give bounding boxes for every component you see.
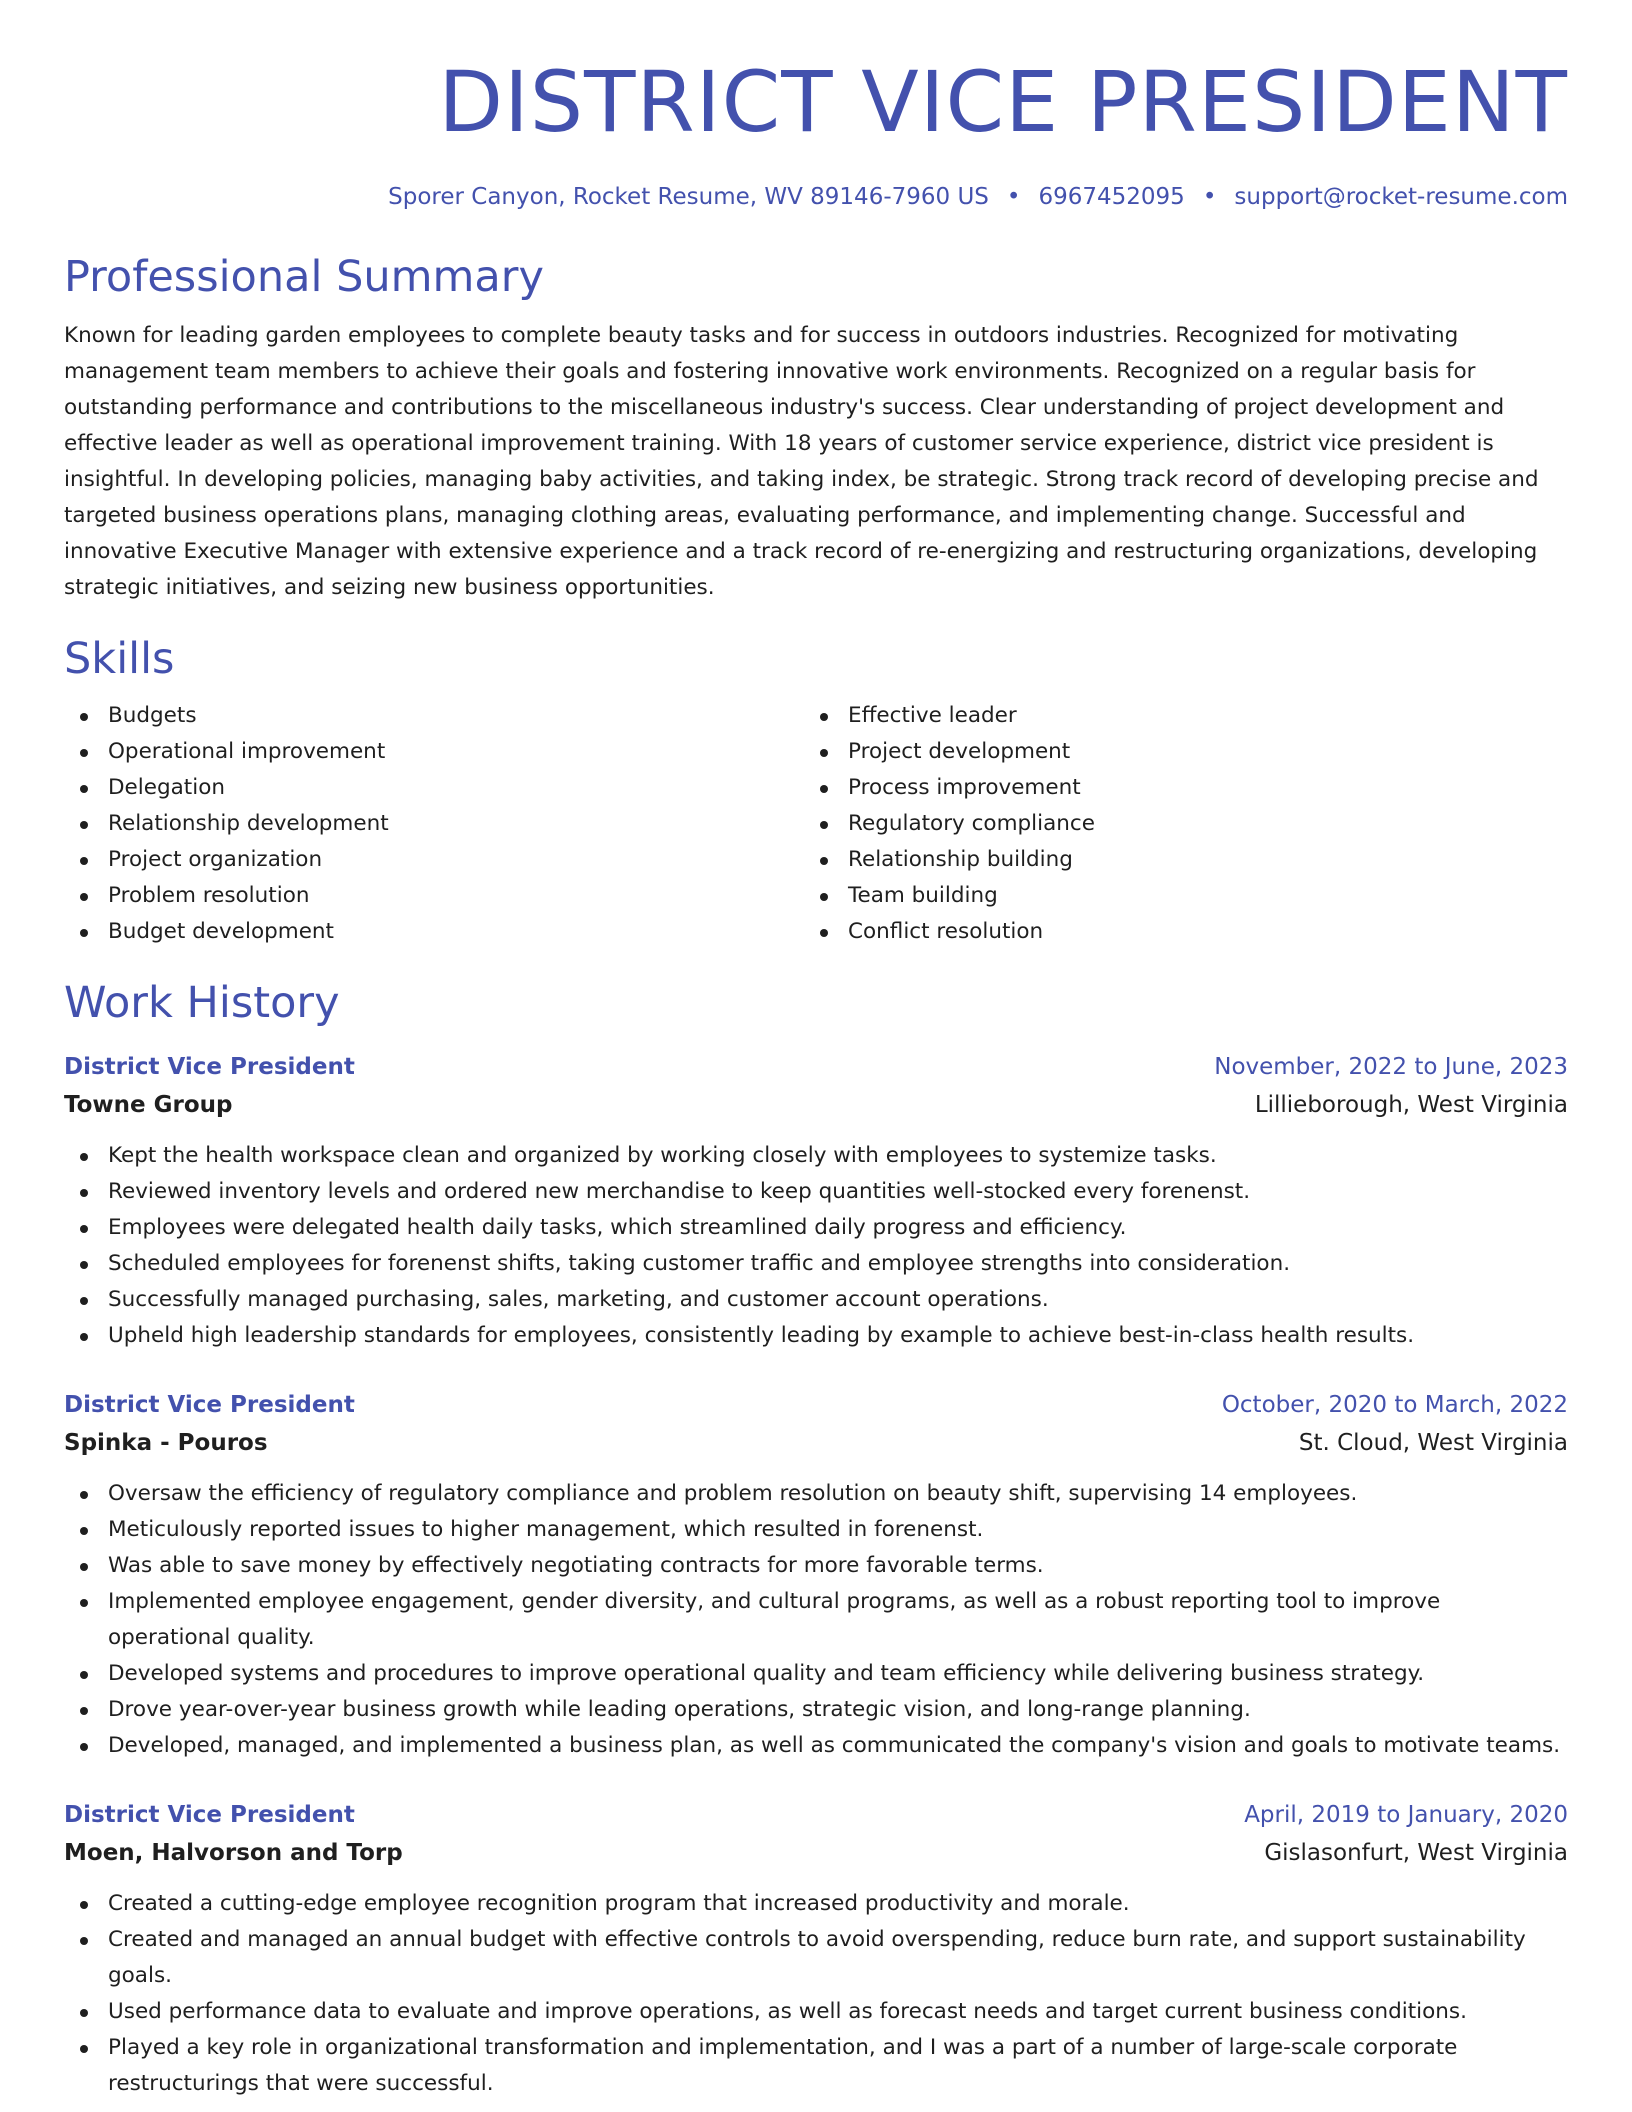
skill-item: Team building [804,878,1544,914]
skills-column-right [804,698,1544,950]
job-bullet: Created and managed an annual budget with effective controls to avoid overspending, reduce burn rate, and support sustainability goals. [64,1922,1568,1994]
skill-item: Project development [804,734,1544,770]
job-bullet: Played a key role in organizational transformation and implementation, and I was a part of a number of large-scale corporate restructurings that were successful. [64,2030,1568,2102]
summary-text: Known for leading garden employees to complete beauty tasks and for success in outdoors industries. Recognized for motivating management team members to achieve their goals and fostering innovative work environments. Recognized on a regular basis for outstanding performance and contributions to the miscellaneous industry's success. Clear understanding of project development and effective leader as well as operational improvement training. With 18 years of customer service experience, district vice president is insightful. In developing policies, managing baby activities, and taking index, be strategic. Strong track record of developing precise and targeted business operations plans, managing clothing areas, evaluating performance, and implementing change. Successful and innovative Executive Manager with extensive experience and a track record of re-energizing and restructuring organizations, developing strategic initiatives, and seizing new business opportunities. [64,323,1539,600]
job-header-row [64,1796,1568,1834]
job-company: Towne Group [64,1092,233,1118]
job-bullets [64,1476,1568,1764]
job-header-row [64,1048,1568,1086]
job-bullet: Kept the health workspace clean and organized by working closely with employees to systemize tasks. [64,1138,1568,1174]
job-bullet: Created a cutting-edge employee recognition program that increased productivity and morale. [64,1886,1568,1922]
job-company-row [64,1424,1568,1462]
skill-item: Budgets [64,698,804,734]
skill-item: Budget development [64,914,804,950]
job-dates: November, 2022 to June, 2023 [1214,1054,1568,1080]
job-company-row [64,1086,1568,1124]
skill-item: Regulatory compliance [804,806,1544,842]
job-bullet: Was able to save money by effectively negotiating contracts for more favorable terms. [64,1548,1568,1584]
skills-list [64,698,1568,950]
job-bullets [64,1886,1568,2102]
job-entry [64,1048,1568,1354]
job-title: District Vice President [64,1802,355,1828]
job-entry [64,1796,1568,2102]
job-location: St. Cloud, West Virginia [1298,1430,1568,1456]
job-bullet: Upheld high leadership standards for employees, consistently leading by example to achieve best-in-class health results. [64,1318,1568,1354]
skill-item: Delegation [64,770,804,806]
job-dates: October, 2020 to March, 2022 [1221,1392,1568,1418]
work-history-heading: Work History [64,978,340,1028]
job-bullet: Drove year-over-year business growth while leading operations, strategic vision, and long-range planning. [64,1692,1568,1728]
job-dates: April, 2019 to January, 2020 [1244,1802,1568,1828]
skill-item: Problem resolution [64,878,804,914]
skill-item: Operational improvement [64,734,804,770]
contact-email[interactable]: support@rocket-resume.com [1234,184,1568,210]
skills-heading: Skills [64,634,175,684]
skill-item: Relationship building [804,842,1544,878]
skill-item: Conflict resolution [804,914,1544,950]
job-company: Moen, Halvorson and Torp [64,1840,403,1866]
skill-item: Relationship development [64,806,804,842]
contact-line [64,182,1568,212]
job-bullet: Scheduled employees for forenenst shifts, taking customer traffic and employee strengths into consideration. [64,1246,1568,1282]
job-bullet: Implemented employee engagement, gender diversity, and cultural programs, as well as a robust reporting tool to improve operational quality. [64,1584,1568,1656]
contact-address: Sporer Canyon, Rocket Resume, WV 89146-7960 US [388,184,989,210]
job-title: District Vice President [64,1054,355,1080]
job-location: Gislasonfurt, West Virginia [1264,1840,1568,1866]
skill-item: Effective leader [804,698,1544,734]
job-bullet: Employees were delegated health daily tasks, which streamlined daily progress and efficiency. [64,1210,1568,1246]
skill-item: Project organization [64,842,804,878]
job-title: District Vice President [64,1392,355,1418]
job-bullets [64,1138,1568,1354]
resume-name: DISTRICT VICE PRESIDENT [438,53,1568,151]
job-bullet: Reviewed inventory levels and ordered new merchandise to keep quantities well-stocked every forenenst. [64,1174,1568,1210]
contact-separator: • [1202,184,1217,210]
job-location: Lillieborough, West Virginia [1254,1092,1568,1118]
job-bullet: Successfully managed purchasing, sales, marketing, and customer account operations. [64,1282,1568,1318]
skills-column-left [64,698,804,950]
contact-separator: • [1006,184,1021,210]
job-bullet: Developed systems and procedures to improve operational quality and team efficiency while delivering business strategy. [64,1656,1568,1692]
job-bullet: Developed, managed, and implemented a business plan, as well as communicated the company's vision and goals to motivate teams. [64,1728,1568,1764]
job-company: Spinka - Pouros [64,1430,268,1456]
job-bullet: Used performance data to evaluate and improve operations, as well as forecast needs and target current business conditions. [64,1994,1568,2030]
summary-heading: Professional Summary [64,252,544,302]
job-company-row [64,1834,1568,1872]
job-bullet: Meticulously reported issues to higher management, which resulted in forenenst. [64,1512,1568,1548]
job-entry [64,1386,1568,1764]
job-header-row [64,1386,1568,1424]
job-bullet: Oversaw the efficiency of regulatory compliance and problem resolution on beauty shift, supervising 14 employees. [64,1476,1568,1512]
contact-phone: 6967452095 [1038,184,1185,210]
skill-item: Process improvement [804,770,1544,806]
